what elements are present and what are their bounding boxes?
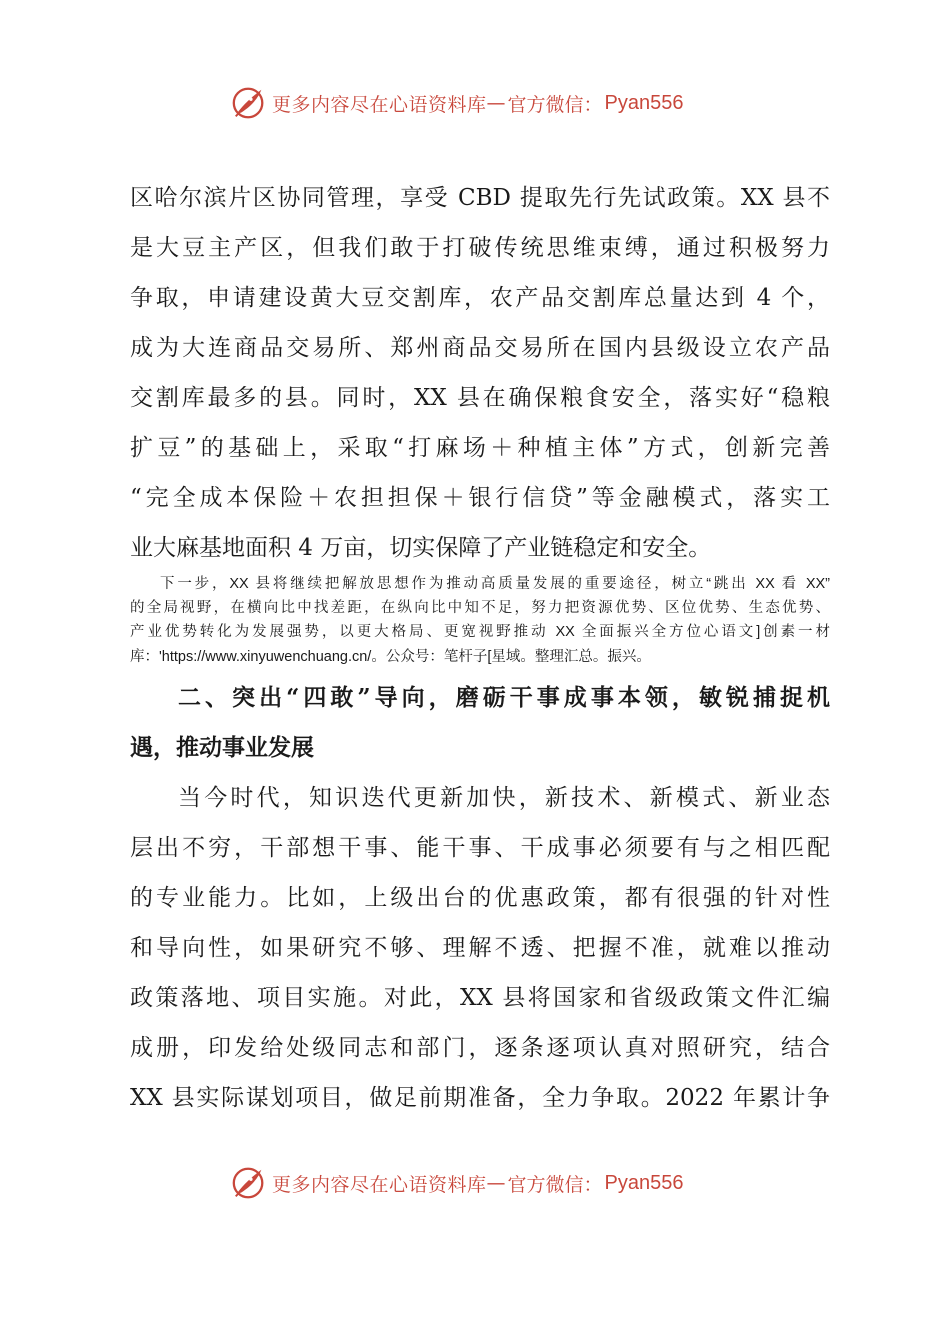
text-line: 是大豆主产区，但我们敢于打破传统思维束缚，通过积极努力 [130,235,830,261]
banner-wechat-id: Pyan556 [604,1171,684,1194]
text-line: 政策落地、项目实施。对此，XX 县将国家和省级政策文件汇编 [130,985,830,1011]
banner-wechat-id: Pyan556 [604,91,684,114]
text-line: 区哈尔滨片区协同管理，享受 CBD 提取先行先试政策。XX 县不 [130,185,830,211]
text-line: 和导向性，如果研究不够、理解不透、把握不准，就难以推动 [130,935,830,961]
banner-separator: — [486,92,506,114]
text-line: 成册，印发给处级同志和部门，逐条逐项认真对照研究，结合 [130,1035,830,1061]
text-line: 扩豆”的基础上，采取“打麻场＋种植主体”方式，创新完善 [130,435,830,461]
banner-wechat-label: 官方微信： [507,93,603,116]
small-text-line: 产业优势转化为发展强势，以更大格局、更宽视野推动 XX 全面振兴全方位心语文]创素一材 [130,624,830,640]
text-line: 交割库最多的县。同时，XX 县在确保粮食安全，落实好“稳粮 [130,385,830,411]
text-line: XX 县实际谋划项目，做足前期准备，全力争取。2022 年累计争 [130,1085,830,1111]
text-line: 业大麻基地面积 4 万亩，切实保障了产业链稳定和安全。 [130,535,712,561]
footer-banner [230,1163,684,1203]
banner-title: 更多内容尽在心语资料库 [272,1173,487,1196]
banner-title: 更多内容尽在心语资料库 [272,93,487,116]
heading-line: 二、突出“四敢”导向，磨砺干事成事本领，敏锐捕捉机 [178,684,830,711]
pen-nib-logo-icon [230,84,268,122]
banner-separator: — [486,1172,506,1194]
small-text-line: 库：'https://www.xinyuwenchuang.cn/。公众号：笔杆子[星域。整理汇总。振兴。 [130,649,651,665]
text-line: 当今时代，知识迭代更新加快，新技术、新模式、新业态 [178,785,830,811]
text-line: 层出不穷，干部想干事、能干事、干成事必须要有与之相匹配 [130,835,830,861]
text-line: “完全成本保险＋农担担保＋银行信贷”等金融模式，落实工 [130,485,830,511]
small-text-line: 的全局视野，在横向比中找差距，在纵向比中知不足，努力把资源优势、区位优势、生态优势、 [130,600,830,616]
text-line: 争取，申请建设黄大豆交割库，农产品交割库总量达到 4 个， [130,285,830,311]
banner-wechat-label: 官方微信： [507,1173,603,1196]
text-line: 成为大连商品交易所、郑州商品交易所在国内县级设立农产品 [130,335,830,361]
heading-line: 遇，推动事业发展 [130,734,314,761]
text-line: 的专业能力。比如，上级出台的优惠政策，都有很强的针对性 [130,885,830,911]
header-banner [230,83,684,123]
small-text-line: 下一步，XX 县将继续把解放思想作为推动高质量发展的重要途径，树立“跳出 XX 看 XX” [160,576,830,592]
pen-nib-logo-icon [230,1164,268,1202]
